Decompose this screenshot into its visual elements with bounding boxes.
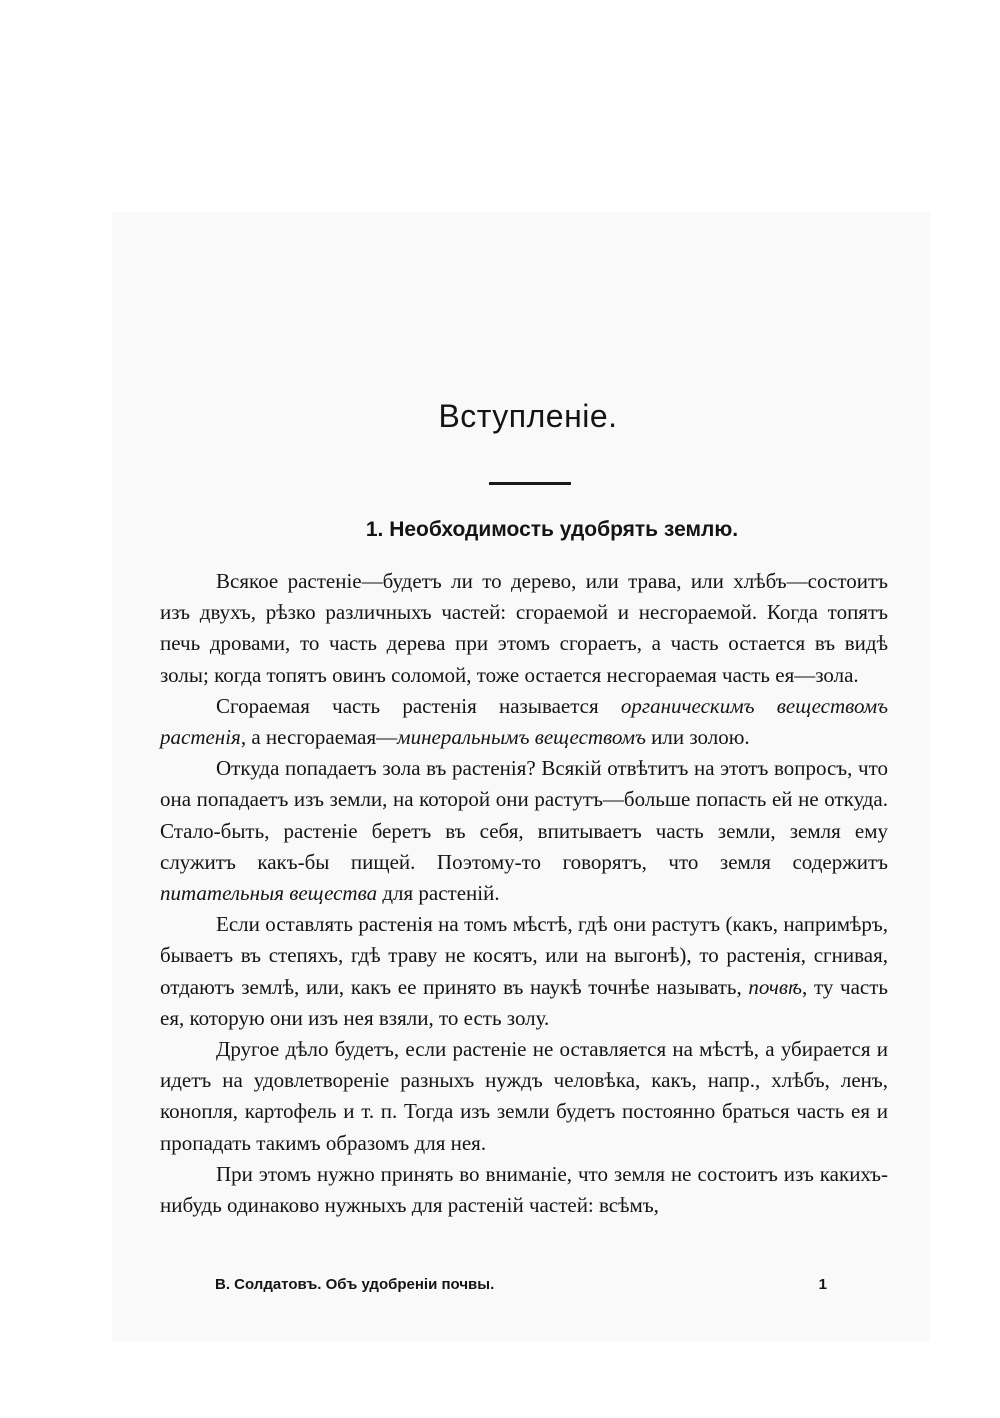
text-run: для растеній. [377,881,500,906]
italic-term: минеральнымъ веществомъ [397,725,646,750]
italic-term: органическимъ веществомъ растенія [160,693,888,750]
text-run: , ту часть ея, которую они изъ нея взяли, то есть золу. [160,974,888,1030]
text-run: Другое дѣло будетъ, если растеніе не оставляется на мѣстѣ, а убирается и идетъ на удовлетвореніе разныхъ нуждъ человѣка, какъ, напр., хлѣбъ, ленъ, конопля, картофель и т. п. Тогда изъ земли будетъ постоянно браться часть ея и пропадать такимъ образомъ для нея. [160,1037,888,1155]
paragraph [160,909,888,1034]
chapter-title: Вступленіе. [438,398,618,434]
section-heading: 1. Необходимость удобрять землю. [365,518,739,541]
body-text [160,566,888,1221]
paragraph [160,566,888,691]
text-run: Откуда попадаетъ зола въ растенія? Всякій отвѣтитъ на этотъ вопросъ, что она попадаетъ изъ земли, на которой они растутъ—больше попасть ей не откуда. Стало-быть, растеніе беретъ въ себя, впитываетъ часть земли, земля ему служитъ какъ-бы пищей. Поэтому-то говорятъ, что земля содержитъ [160,756,888,874]
italic-term: почвѣ [748,974,803,999]
paragraph [160,1159,888,1221]
text-run: Если оставлять растенія на томъ мѣстѣ, гдѣ они растутъ (какъ, напримѣръ, бываетъ въ степяхъ, гдѣ траву не косятъ, или на выгонѣ), то растенія, сгнивая, отдаютъ землѣ, или, какъ ее принято въ наукѣ точнѣе называть, [160,912,888,999]
text-run: Всякое растеніе—будетъ ли то дерево, или трава, или хлѣбъ—состоитъ изъ двухъ, рѣзко различныхъ частей: сгораемой и несгораемой. Когда топятъ печь дровами, то часть дерева при этомъ сгораетъ, а часть остается въ видѣ золы; когда топятъ овинъ соломой, тоже остается несгораемая часть ея—зола. [160,569,888,687]
italic-term: питательныя вещества [160,881,378,906]
text-run: , а несгораемая— [240,725,398,750]
paragraph [160,1034,888,1159]
paragraph [160,753,888,909]
page-footer [215,1276,827,1293]
text-run: или золою. [645,725,750,750]
paragraph [160,691,888,753]
running-title: В. Солдатовъ. Объ удобреніи почвы. [215,1276,495,1293]
title-divider-rule [489,482,571,485]
text-run: Сгораемая часть растенія называется [216,693,621,718]
page-number: 1 [818,1276,827,1293]
text-run: При этомъ нужно принять во вниманіе, что земля не состоитъ изъ какихъ-нибудь одинаково нужныхъ для растеній частей: всѣмъ, [160,1161,888,1218]
